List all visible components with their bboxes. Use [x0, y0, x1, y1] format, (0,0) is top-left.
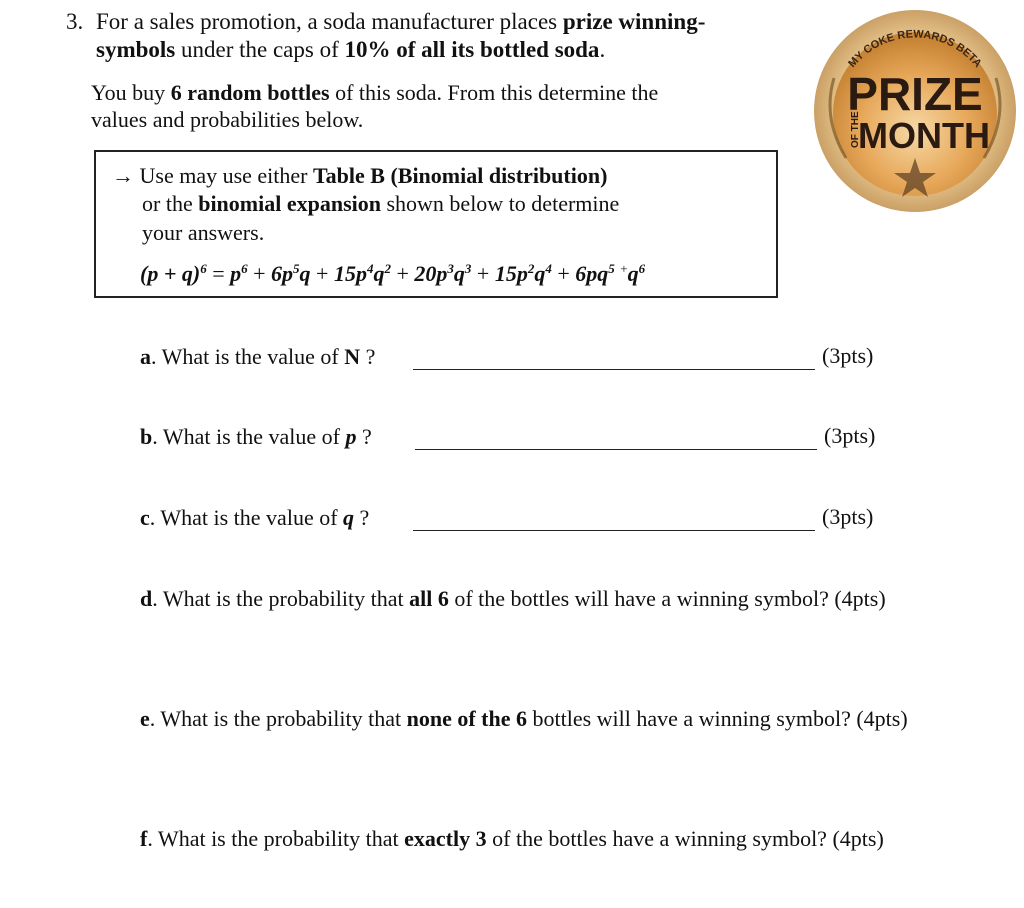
problem-number: 3.: [66, 9, 84, 34]
box-line-3: your answers.: [142, 220, 265, 245]
question-d: d. What is the probability that all 6 of the bottles will have a winning symbol? (4pts): [140, 586, 886, 611]
answer-blank-c[interactable]: [413, 530, 815, 531]
badge-arc-text: MY COKE REWARDS BETA: [846, 28, 984, 70]
para-line-1: You buy 6 random bottles of this soda. From this determine the: [91, 80, 659, 105]
box-line-1: → Use may use either Table B (Binomial distribution): [112, 163, 608, 188]
intro-line-1: For a sales promotion, a soda manufacturer places prize winning-: [96, 9, 706, 34]
question-f: f. What is the probability that exactly 3 of the bottles have a winning symbol? (4pts): [140, 826, 884, 851]
points-a: (3pts): [822, 343, 874, 368]
question-b: b. What is the value of p ?: [140, 424, 372, 449]
para-line-2: values and probabilities below.: [91, 107, 364, 132]
badge-title-2: MONTH: [858, 115, 990, 156]
intro-line-2: symbols under the caps of 10% of all its bottled soda.: [96, 37, 606, 62]
question-e: e. What is the probability that none of the 6 bottles will have a winning symbol? (4pts): [140, 706, 908, 731]
binomial-formula: $(p + q)^6 = p^6 + 6p^5q + 15p^4q^2 + 20p^3q^3 + 15p^2q^4 + 6pq^5$ $^+q^6$: [140, 261, 646, 286]
question-c: c. What is the value of q ?: [140, 505, 370, 530]
points-c: (3pts): [822, 504, 874, 529]
points-b: (3pts): [824, 423, 876, 448]
badge-side-text: OF THE: [850, 111, 861, 148]
question-a: a. What is the value of N ?: [140, 344, 376, 369]
box-line-2: or the binomial expansion shown below to determine: [142, 191, 620, 216]
answer-blank-b[interactable]: [415, 449, 817, 450]
arrow-icon: →: [112, 163, 134, 188]
answer-blank-a[interactable]: [413, 369, 815, 370]
prize-of-the-month-badge: [812, 8, 1018, 214]
badge-title-1: PRIZE: [847, 68, 983, 120]
